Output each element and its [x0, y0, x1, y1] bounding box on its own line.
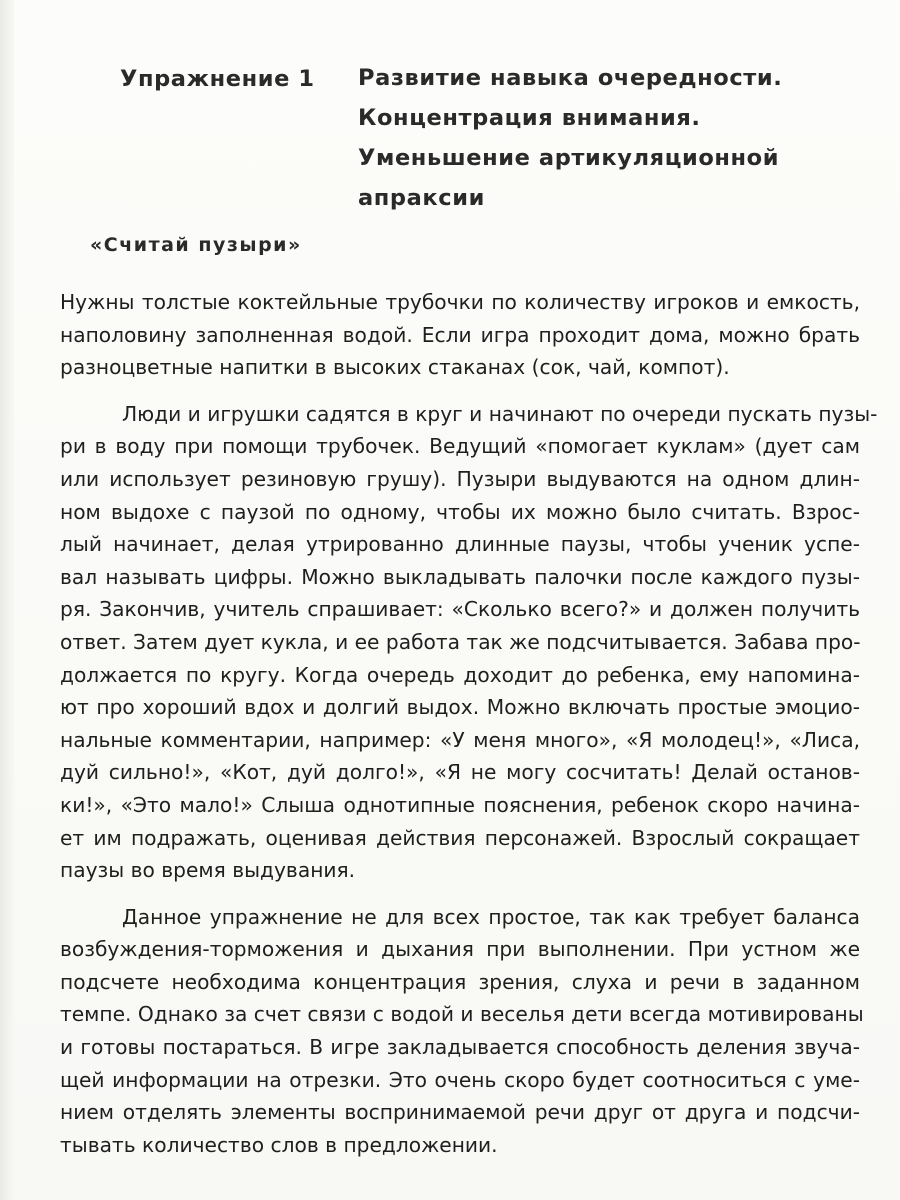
text-line: тывать количество слов в предложении.: [60, 1132, 498, 1157]
text-line: наполовину заполненная водой. Если игра проходит дома, можно брать: [60, 322, 860, 347]
text-line: и готовы постараться. В игре закладывается способность деления звуча-: [60, 1035, 860, 1060]
exercise-title-line: Развитие навыка очередности.: [358, 65, 783, 91]
text-line: ки!», «Это мало!» Слыша однотипные пояснения, ребенок скоро начина-: [60, 792, 860, 817]
text-line: Данное упражнение не для всех простое, так как требует баланса: [122, 904, 860, 929]
exercise-label: Упражнение 1: [120, 66, 315, 92]
text-line: ет им подражать, оценивая действия персонажей. Взрослый сокращает: [60, 825, 860, 850]
text-line: ответ. Затем дует кукла, и ее работа так же подсчитывается. Забава про-: [60, 629, 861, 654]
text-line: или использует резиновую грушу). Пузыри выдуваются на одном длин-: [60, 466, 860, 491]
text-line: дуй сильно!», «Кот, дуй долго!», «Я не могу сосчитать! Делай останов-: [60, 760, 860, 785]
paragraph: [60, 398, 878, 887]
text-line: лый начинает, делая утрированно длинные паузы, чтобы ученик успе-: [60, 532, 860, 557]
text-line: нальные комментарии, например: «У меня много», «Я молодец!», «Лиса,: [60, 727, 860, 752]
text-line: ют про хороший вдох и долгий выдох. Можно включать простые эмоцио-: [60, 695, 860, 720]
text-line: возбуждения-торможения и дыхания при выполнении. При устном же: [60, 937, 860, 962]
exercise-title-line: Уменьшение артикуляционной: [358, 145, 780, 171]
text-line: разноцветные напитки в высоких стаканах (сок, чай, компот).: [60, 355, 730, 380]
paragraph: [60, 286, 860, 384]
text-line: темпе. Однако за счет связи с водой и веселья дети всегда мотивированы: [60, 1002, 864, 1027]
exercise-title-line: апраксии: [358, 185, 485, 211]
exercise-title: [358, 58, 848, 218]
body-text: [60, 286, 878, 1175]
text-line: нием отделять элементы воспринимаемой речи друг от друга и подсчи-: [60, 1100, 860, 1125]
paragraph: [60, 901, 864, 1162]
text-line: паузы во время выдувания.: [60, 858, 356, 883]
exercise-title-line: Концентрация внимания.: [358, 105, 701, 131]
text-line: ном выдохе с паузой по одному, чтобы их можно было считать. Взрос-: [60, 499, 860, 524]
text-line: щей информации на отрезки. Это очень скоро будет соотноситься с уме-: [60, 1067, 860, 1092]
text-line: ри в воду при помощи трубочек. Ведущий «помогает куклам» (дует сам: [60, 434, 860, 459]
text-line: должается по кругу. Когда очередь доходит до ребенка, ему напомина-: [60, 662, 860, 687]
page-edge-shadow: [0, 0, 14, 1200]
text-line: подсчете необходима концентрация зрения, слуха и речи в заданном: [60, 969, 860, 994]
text-line: ря. Закончив, учитель спрашивает: «Сколько всего?» и должен получить: [60, 597, 860, 622]
text-line: Люди и игрушки садятся в круг и начинают по очереди пускать пузы-: [122, 401, 878, 426]
text-line: вал называть цифры. Можно выкладывать палочки после каждого пузы-: [60, 564, 860, 589]
text-line: Нужны толстые коктейльные трубочки по количеству игроков и емкость,: [60, 290, 860, 314]
game-name: «Считай пузыри»: [90, 234, 302, 256]
